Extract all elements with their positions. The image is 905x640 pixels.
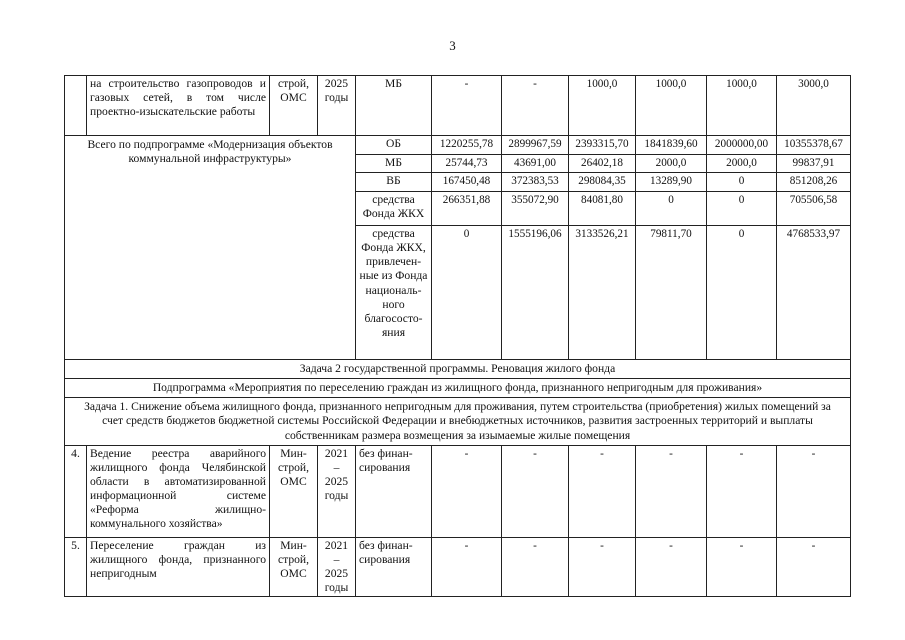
value-2022: 2899967,59 [502,136,569,155]
total-label: Всего по подпрограмме «Модернизация объектов коммунальной инфраструктуры» [65,136,356,360]
value-2025: 2000,0 [707,154,777,173]
value-2023: 84081,80 [569,191,636,225]
value-total: 705506,58 [777,191,851,225]
table-row-5 [65,537,851,597]
value-2023: 26402,18 [569,154,636,173]
value-2023: 3133526,21 [569,225,636,359]
years: 2025 годы [318,76,356,136]
activity-name: Ведение реестра аварийного жилищного фонда Челябинской области в автоматизированной информационной системе «Реформа жилищно-коммунального хозяйства» [87,445,270,537]
years: 2021 – 2025 годы [318,445,356,537]
table-row-gas [65,76,851,136]
table-row-heading [65,379,851,398]
value-2021: 266351,88 [432,191,502,225]
value-2025: - [707,445,777,537]
table-row-heading [65,359,851,378]
funding-source: без финан-сирования [356,537,432,597]
value-total: - [777,445,851,537]
activity-name: Переселение граждан из жилищного фонда, признанного непригодным [87,537,270,597]
value-total: - [777,537,851,597]
table-row-total-ob [65,136,851,155]
executor: Мин-строй, ОМС [270,537,318,597]
funding-source: без финан-сирования [356,445,432,537]
executor: Мин-строй, ОМС [270,445,318,537]
value-2025: 2000000,00 [707,136,777,155]
value-2023: 2393315,70 [569,136,636,155]
value-2023: - [569,445,636,537]
value-2025: 1000,0 [707,76,777,136]
value-total: 3000,0 [777,76,851,136]
funding-source: средства Фонда ЖКХ [356,191,432,225]
row-number: 5. [65,537,87,597]
page-number: 3 [449,38,456,53]
executor: строй, ОМС [270,76,318,136]
value-2021: 167450,48 [432,173,502,192]
table-row-heading [65,398,851,445]
value-2024: 79811,70 [636,225,707,359]
value-2024: 2000,0 [636,154,707,173]
value-2021: 25744,73 [432,154,502,173]
funding-source: МБ [356,76,432,136]
funding-source: МБ [356,154,432,173]
value-2023: 1000,0 [569,76,636,136]
funding-source: ОБ [356,136,432,155]
value-total: 851208,26 [777,173,851,192]
program-table [64,75,851,597]
value-2023: - [569,537,636,597]
value-2021: - [432,537,502,597]
value-2024: 13289,90 [636,173,707,192]
value-2022: 355072,90 [502,191,569,225]
value-2021: - [432,76,502,136]
value-2022: - [502,445,569,537]
value-2024: 0 [636,191,707,225]
value-2024: - [636,537,707,597]
subprogram-heading: Подпрограмма «Мероприятия по переселению граждан из жилищного фонда, признанного непригодным для проживания» [65,379,851,398]
value-2022: 1555196,06 [502,225,569,359]
value-2022: - [502,76,569,136]
value-2021: 1220255,78 [432,136,502,155]
value-2024: 1841839,60 [636,136,707,155]
value-2025: 0 [707,191,777,225]
value-total: 4768533,97 [777,225,851,359]
value-2022: 372383,53 [502,173,569,192]
task2-heading: Задача 2 государственной программы. Реновация жилого фонда [65,359,851,378]
years: 2021 – 2025 годы [318,537,356,597]
value-2023: 298084,35 [569,173,636,192]
value-total: 10355378,67 [777,136,851,155]
table-row-4 [65,445,851,537]
value-2021: - [432,445,502,537]
funding-source: средства Фонда ЖКХ, привлечен-ные из Фонда националь-ного благососто-яния [356,225,432,359]
activity-name: на строительство газопроводов и газовых сетей, в том числе проектно-изыскательские работы [87,76,270,136]
row-number: 4. [65,445,87,537]
funding-source: ВБ [356,173,432,192]
value-total: 99837,91 [777,154,851,173]
value-2022: 43691,00 [502,154,569,173]
value-2021: 0 [432,225,502,359]
value-2024: - [636,445,707,537]
value-2022: - [502,537,569,597]
value-2025: 0 [707,173,777,192]
task1-heading: Задача 1. Снижение объема жилищного фонда, признанного непригодным для проживания, путем строительства (приобретения) жилых помещений за счет средств бюджетов бюджетной системы Российской Федерации и внебюджетных источников, развития застроенных территорий и выплаты собственникам размера возмещения за изымаемые жилые помещения [65,398,851,445]
row-number-cell [65,76,87,136]
value-2025: 0 [707,225,777,359]
value-2024: 1000,0 [636,76,707,136]
value-2025: - [707,537,777,597]
